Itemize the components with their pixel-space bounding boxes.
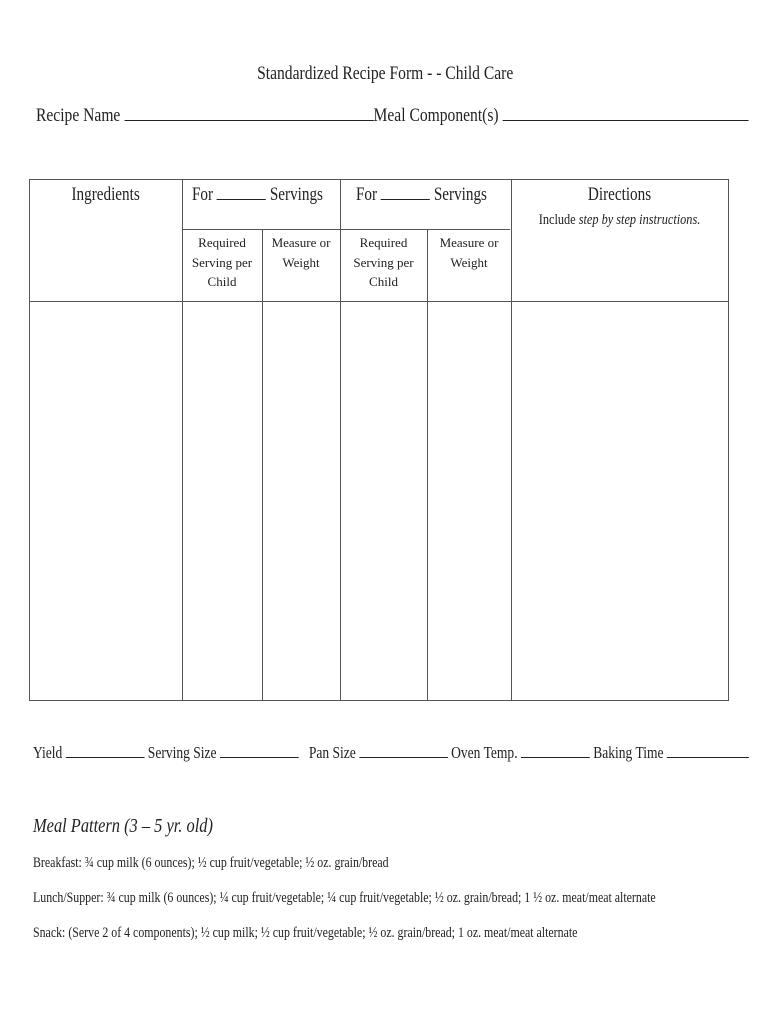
directions-subheader: Include step by step instructions. — [539, 212, 701, 228]
header-divider — [30, 301, 728, 302]
servings-header-1 — [192, 185, 352, 206]
recipe-name-field[interactable] — [124, 106, 373, 121]
servings-label: Servings — [269, 185, 323, 205]
column-divider — [427, 229, 428, 700]
servings-count-field-1[interactable] — [217, 187, 266, 200]
recipe-details-row — [33, 743, 770, 763]
meal-components-label: Meal Component(s) — [373, 105, 499, 126]
measure-or-weight-header: Measure or Weight — [439, 235, 499, 270]
form-title: Standardized Recipe Form - - Child Care — [256, 63, 514, 84]
meal-pattern-snack: Snack: (Serve 2 of 4 components); ½ cup milk; ½ cup fruit/vegetable; ½ oz. grain/bread; 1 oz. meat/meat alternate — [33, 925, 578, 941]
recipe-table — [29, 179, 729, 701]
servings-label: Servings — [433, 185, 487, 205]
meal-components-field[interactable] — [502, 106, 748, 121]
oven-temp-label: Oven Temp. — [451, 743, 518, 762]
for-label: For — [192, 185, 214, 205]
pan-size-field[interactable] — [359, 743, 448, 758]
serving-size-label: Serving Size — [147, 743, 217, 762]
yield-field[interactable] — [66, 743, 145, 758]
directions-header: Directions — [588, 185, 652, 205]
serving-size-field[interactable] — [220, 743, 299, 758]
baking-time-label: Baking Time — [593, 743, 664, 762]
subheader-divider — [182, 229, 510, 230]
ingredients-header: Ingredients — [71, 185, 141, 205]
servings-count-field-2[interactable] — [381, 187, 430, 200]
measure-or-weight-header: Measure or Weight — [271, 235, 331, 270]
oven-temp-field[interactable] — [521, 743, 590, 758]
column-divider — [511, 180, 512, 700]
meal-pattern-title: Meal Pattern (3 – 5 yr. old) — [33, 815, 213, 837]
servings-header-2 — [356, 185, 516, 206]
required-serving-per-child-header: Required Serving per Child — [191, 235, 253, 289]
for-label: For — [356, 185, 378, 205]
required-serving-per-child-header: Required Serving per Child — [353, 235, 414, 289]
recipe-name-row — [36, 105, 770, 127]
meal-pattern-lunch: Lunch/Supper: ¾ cup milk (6 ounces); ¼ cup fruit/vegetable; ¼ cup fruit/vegetable; ½ oz. grain/bread; 1 ½ oz. meat/meat alternate — [33, 890, 656, 906]
meal-pattern-breakfast: Breakfast: ¾ cup milk (6 ounces); ½ cup fruit/vegetable; ½ oz. grain/bread — [33, 855, 389, 871]
pan-size-label: Pan Size — [308, 743, 356, 762]
yield-label: Yield — [33, 743, 63, 762]
recipe-name-label: Recipe Name — [36, 105, 121, 126]
baking-time-field[interactable] — [667, 743, 749, 758]
column-divider — [262, 229, 263, 700]
